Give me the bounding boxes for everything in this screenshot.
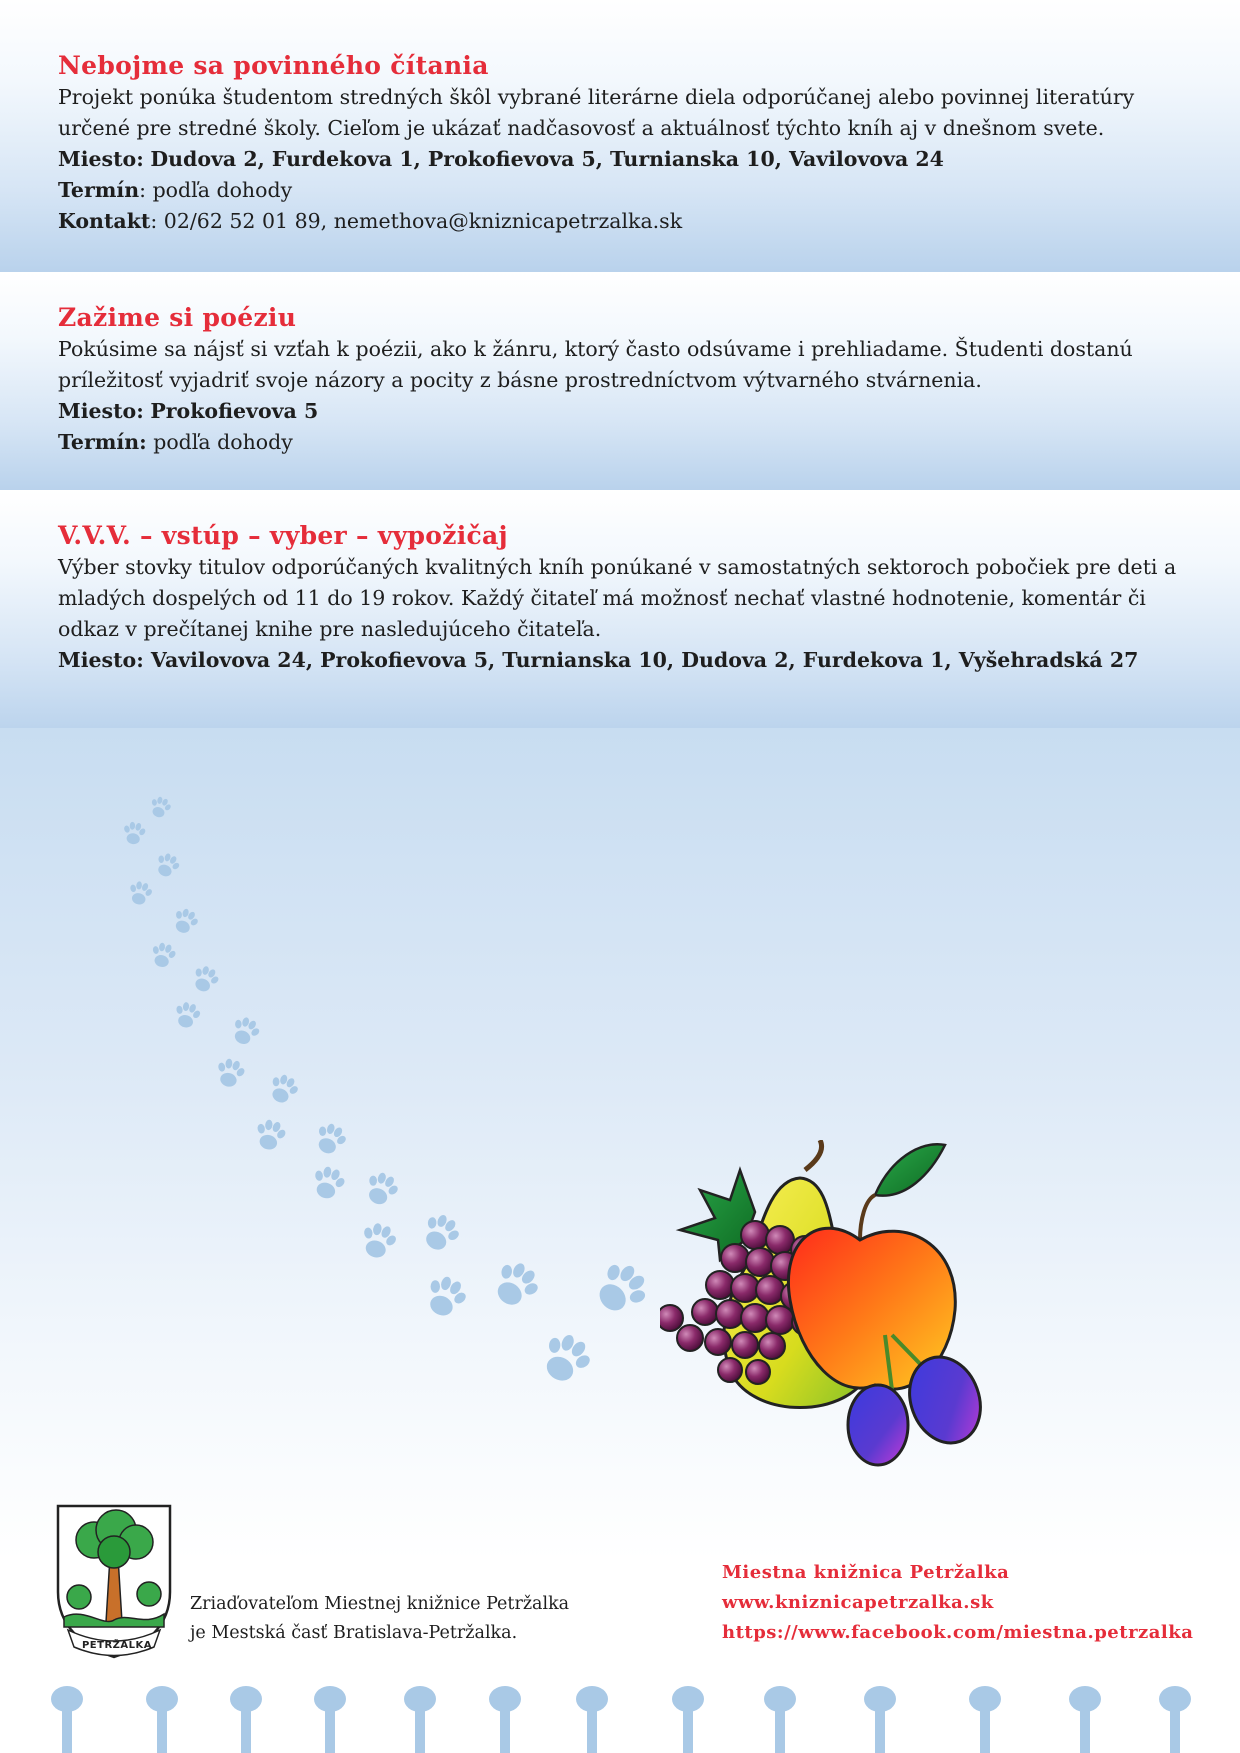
peg-icon bbox=[864, 1686, 896, 1753]
peg-icon bbox=[576, 1686, 608, 1753]
founder-note bbox=[190, 1590, 630, 1648]
term-label: Termín: bbox=[58, 430, 147, 454]
paw-print-icon bbox=[147, 794, 174, 821]
paw-print-icon bbox=[152, 850, 184, 881]
section-title: V.V.V. – vstúp – vyber – vypožičaj bbox=[58, 521, 508, 550]
contact-value: : 02/62 52 01 89, nemethova@kniznicapetrzalka.sk bbox=[150, 209, 683, 233]
paw-print-icon bbox=[416, 1208, 466, 1257]
facebook-link[interactable]: https://www.facebook.com/miestna.petrzalka bbox=[722, 1622, 1194, 1643]
peg-icon bbox=[969, 1686, 1001, 1753]
place-label: Miesto: bbox=[58, 147, 144, 171]
paw-print-icon bbox=[121, 820, 148, 846]
paw-print-icon bbox=[360, 1167, 404, 1210]
peg-icon bbox=[672, 1686, 704, 1753]
peg-icon bbox=[489, 1686, 521, 1753]
term-value: podľa dohody bbox=[146, 430, 293, 454]
paw-print-icon bbox=[586, 1254, 656, 1324]
peg-icon bbox=[1069, 1686, 1101, 1753]
paw-print-icon bbox=[171, 999, 203, 1030]
peg-border bbox=[0, 1685, 1240, 1753]
paw-print-icon bbox=[356, 1219, 401, 1263]
website-link[interactable]: www.kniznicapetrzalka.sk bbox=[722, 1592, 994, 1613]
paw-print-icon bbox=[251, 1116, 289, 1153]
library-contacts bbox=[722, 1558, 1192, 1648]
peg-icon bbox=[764, 1686, 796, 1753]
peg-icon bbox=[51, 1686, 83, 1753]
paw-print-icon bbox=[485, 1254, 546, 1315]
paw-print-icon bbox=[308, 1163, 349, 1203]
place-value: Prokofievova 5 bbox=[150, 399, 319, 423]
peg-icon bbox=[1159, 1686, 1191, 1753]
paw-print-icon bbox=[264, 1070, 302, 1108]
paw-print-icon bbox=[227, 1013, 264, 1049]
term-value: : podľa dohody bbox=[139, 178, 293, 202]
place-value: Dudova 2, Furdekova 1, Prokofievova 5, Turnianska 10, Vavilovova 24 bbox=[150, 147, 944, 171]
section-title: Nebojme sa povinného čítania bbox=[58, 51, 489, 80]
founder-line-2: je Mestská časť Bratislava-Petržalka. bbox=[190, 1623, 518, 1643]
paw-print-icon bbox=[188, 962, 223, 996]
paw-print-icon bbox=[419, 1270, 473, 1323]
section-description: Pokúsime sa nájsť si vzťah k poézii, ako k žánru, ktorý často odsúvame i prehliadame. Študenti dostanú príležitosť vyjadriť svoje názory a pocity z básne prostredníctvom výtvarného stvárnenia. bbox=[58, 337, 1133, 392]
paw-print-icon bbox=[126, 879, 155, 907]
peg-icon bbox=[314, 1686, 346, 1753]
place-label: Miesto: bbox=[58, 399, 144, 423]
place-value: : Vavilovova 24, Prokofievova 5, Turnianska 10, Dudova 2, Furdekova 1, Vyšehradská 27 bbox=[136, 648, 1139, 672]
paw-print-icon bbox=[533, 1326, 599, 1391]
library-name: Miestna knižnica Petržalka bbox=[722, 1562, 1010, 1583]
place-label: Miesto bbox=[58, 648, 137, 672]
section-description: Výber stovky titulov odporúčaných kvalitných kníh ponúkané v samostatných sektoroch pobočiek pre deti a mladých dospelých od 11 do 19 rokov. Každý čitateľ má možnosť nechať vlastné hodnotenie, komentár či odkaz v prečítanej knihe pre nasledujúceho čitateľa. bbox=[58, 555, 1177, 641]
fruit-illustration bbox=[660, 1140, 1120, 1520]
peg-icon bbox=[146, 1686, 178, 1753]
section-description: Projekt ponúka študentom stredných škôl vybrané literárne diela odporúčanej alebo povinnej literatúry určené pre stredné školy. Cieľom je ukázať nadčasovosť a aktuálnosť týchto kníh aj v dnešnom svete. bbox=[58, 85, 1135, 140]
peg-icon bbox=[230, 1686, 262, 1753]
term-label: Termín bbox=[58, 178, 140, 202]
founder-line-1: Zriaďovateľom Miestnej knižnice Petržalka bbox=[190, 1594, 570, 1614]
paw-print-icon bbox=[169, 905, 202, 938]
section-title: Zažime si poéziu bbox=[58, 303, 297, 332]
paw-print-icon bbox=[310, 1119, 351, 1159]
paw-print-icon bbox=[212, 1056, 248, 1090]
contact-label: Kontakt bbox=[58, 209, 151, 233]
peg-icon bbox=[404, 1686, 436, 1753]
paw-print-icon bbox=[148, 940, 179, 970]
petrzalka-crest bbox=[54, 1502, 174, 1662]
crest-text: PETRŽALKA bbox=[81, 1640, 153, 1651]
